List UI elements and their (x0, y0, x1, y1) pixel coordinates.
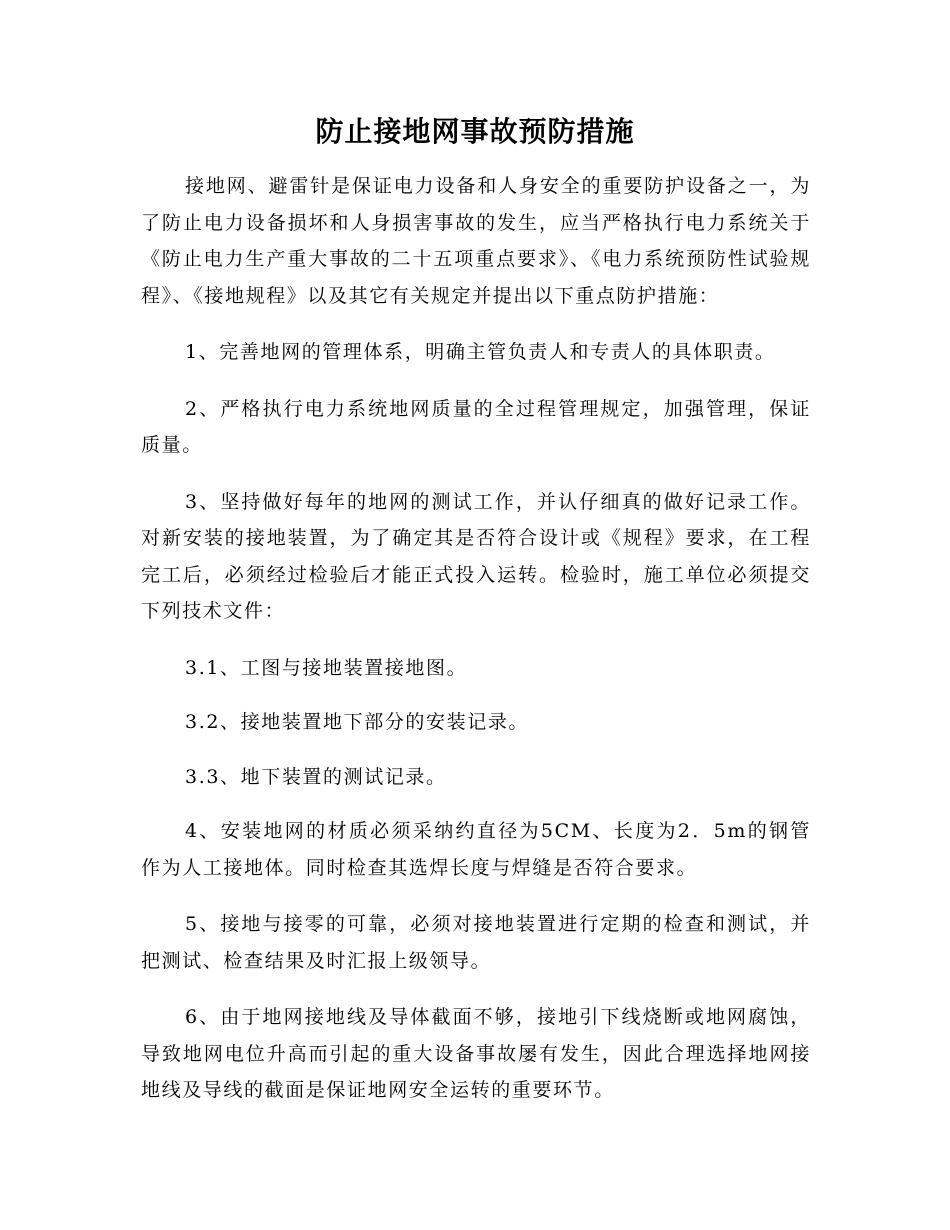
measure-5-paragraph: 5、接地与接零的可靠，必须对接地装置进行定期的检查和测试，并把测试、检查结果及时汇报上级领导。 (141, 913, 811, 972)
measure-4-paragraph: 4、安装地网的材质必须采纳约直径为5CM、长度为2．5m的钢管作为人工接地体。同时检查其选焊长度与焊缝是否符合要求。 (141, 820, 811, 879)
measure-3-1-paragraph: 3.1、工图与接地装置接地图。 (185, 656, 468, 679)
measure-3-paragraph: 3、坚持做好每年的地网的测试工作，并认仔细真的做好记录工作。对新安装的接地装置，为了确定其是否符合设计或《规程》要求，在工程完工后，必须经过检验后才能正式投入运转。检验时，施工单位必须提交下列技术文件： (141, 490, 811, 622)
measure-3-3-paragraph: 3.3、地下装置的测试记录。 (185, 765, 447, 788)
document-body (141, 168, 811, 1129)
measure-3-2-paragraph: 3.2、接地装置地下部分的安装记录。 (185, 711, 530, 733)
measure-2-paragraph: 2、严格执行电力系统地网质量的全过程管理规定，加强管理，保证质量。 (141, 397, 811, 456)
intro-paragraph: 接地网、避雷针是保证电力设备和人身安全的重要防护设备之一，为了防止电力设备损坏和人身损害事故的发生，应当严格执行电力系统关于《防止电力生产重大事故的二十五项重点要求》、《电力系统预防性试验规程》、《接地规程》以及其它有关规定并提出以下重点防护措施： (141, 175, 811, 307)
measure-1-paragraph: 1、完善地网的管理体系，明确主管负责人和专责人的具体职责。 (185, 341, 776, 363)
page-title: 防止接地网事故预防措施 (315, 115, 635, 148)
measure-6-paragraph: 6、由于地网接地线及导体截面不够，接地引下线烧断或地网腐蚀，导致地网电位升高而引起的重大设备事故屡有发生，因此合理选择地网接地线及导线的截面是保证地网安全运转的重要环节。 (141, 1006, 811, 1101)
